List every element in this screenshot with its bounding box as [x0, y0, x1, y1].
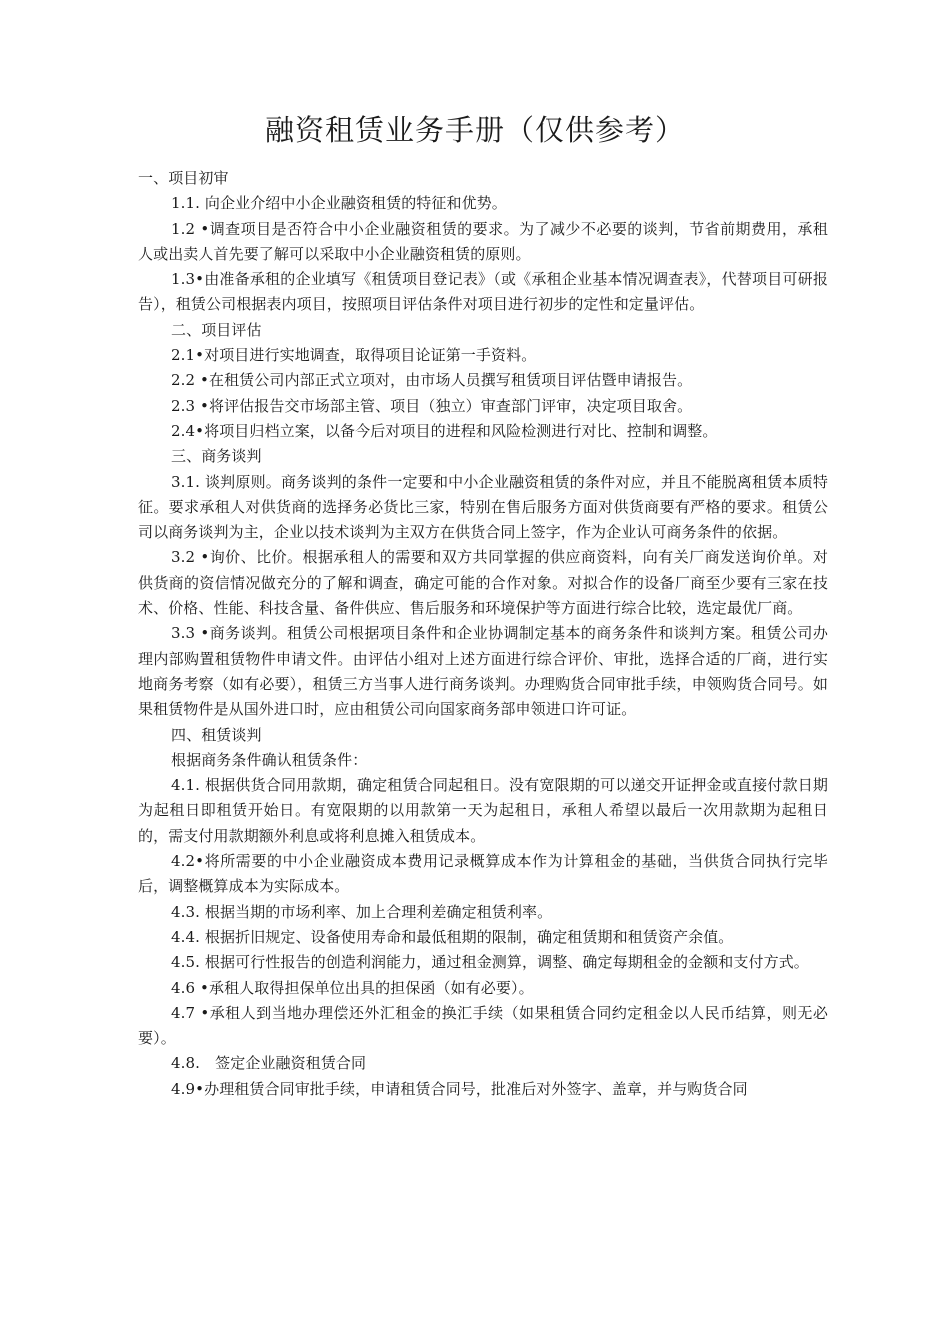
paragraph: 3.2 •询价、比价。根据承租人的需要和双方共同掌握的供应商资料，向有关厂商发送询价单。对供货商的资信情况做充分的了解和调查，确定可能的合作对象。对拟合作的设备厂商至少要有三家在技术、价格、性能、科技含量、备件供应、售后服务和环境保护等方面进行综合比较，选定最优厂商。	[138, 548, 828, 618]
section-heading: 三、商务谈判	[171, 447, 262, 466]
paragraph: 2.3 •将评估报告交市场部主管、项目（独立）审查部门评审，决定项目取舍。	[171, 396, 693, 415]
document-title: 融资租赁业务手册（仅供参考）	[264, 113, 685, 147]
document-body	[138, 166, 828, 1102]
paragraph: 4.5. 根据可行性报告的创造利润能力，通过租金测算，调整、确定每期租金的金额和支付方式。	[171, 953, 809, 972]
paragraph: 2.1•对项目进行实地调查，取得项目论证第一手资料。	[171, 346, 537, 365]
paragraph: 4.2•将所需要的中小企业融资成本费用记录概算成本作为计算租金的基础，当供货合同执行完毕后，调整概算成本为实际成本。	[138, 852, 828, 896]
paragraph: 1.1. 向企业介绍中小企业融资租赁的特征和优势。	[171, 194, 507, 213]
paragraph: 2.4•将项目归档立案，以备今后对项目的进程和风险检测进行对比、控制和调整。	[171, 421, 718, 440]
paragraph: 3.3 •商务谈判。租赁公司根据项目条件和企业协调制定基本的商务条件和谈判方案。租赁公司办理内部购置租赁物件申请文件。由评估小组对上述方面进行综合评价、审批，选择合适的厂商，进行实地商务考察（如有必要），租赁三方当事人进行商务谈判。办理购货合同审批手续，申领购货合同号。如果租赁物件是从国外进口时，应由租赁公司向国家商务部申领进口许可证。	[138, 624, 828, 719]
paragraph: 4.4. 根据折旧规定、设备使用寿命和最低租期的限制，确定租赁期和租赁资产余值。	[171, 927, 734, 946]
paragraph: 1.2 •调查项目是否符合中小企业融资租赁的要求。为了减少不必要的谈判，节省前期费用，承租人或出卖人首先要了解可以采取中小企业融资租赁的原则。	[138, 219, 828, 263]
paragraph: 3.1. 谈判原则。商务谈判的条件一定要和中小企业融资租赁的条件对应，并且不能脱离租赁本质特征。要求承租人对供货商的选择务必货比三家，特别在售后服务方面对供货商要有严格的要求。租赁公司以商务谈判为主，企业以技术谈判为主双方在供货合同上签字，作为企业认可商务条件的依据。	[138, 472, 828, 542]
section-heading: 二、项目评估	[171, 320, 262, 339]
section-heading: 一、项目初审	[138, 169, 229, 187]
paragraph: 4.7 •承租人到当地办理偿还外汇租金的换汇手续（如果租赁合同约定租金以人民币结算，则无必要）。	[138, 1003, 828, 1048]
paragraph: 2.2 •在租赁公司内部正式立项对，由市场人员撰写租赁项目评估暨申请报告。	[171, 371, 693, 390]
paragraph: 4.8. 签定企业融资租赁合同	[171, 1054, 367, 1073]
paragraph: 根据商务条件确认租赁条件：	[171, 750, 368, 769]
paragraph: 4.1. 根据供货合同用款期，确定租赁合同起租日。没有宽限期的可以递交开证押金或直接付款日期为起租日即租赁开始日。有宽限期的以用款第一天为起租日，承租人希望以最后一次用款期为起租日的，需支付用款期额外利息或将利息摊入租赁成本。	[138, 776, 828, 845]
paragraph: 4.6 •承租人取得担保单位出具的担保函（如有必要）。	[171, 978, 534, 997]
paragraph: 4.9•办理租赁合同审批手续，申请租赁合同号，批准后对外签字、盖章，并与购货合同	[171, 1079, 748, 1098]
paragraph: 4.3. 根据当期的市场利率、加上合理利差确定租赁利率。	[171, 902, 553, 921]
section-heading: 四、租赁谈判	[171, 725, 262, 744]
paragraph: 1.3•由准备承租的企业填写《租赁项目登记表》（或《承租企业基本情况调查表》，代替项目可研报告），租赁公司根据表内项目，按照项目评估条件对项目进行初步的定性和定量评估。	[138, 270, 828, 314]
